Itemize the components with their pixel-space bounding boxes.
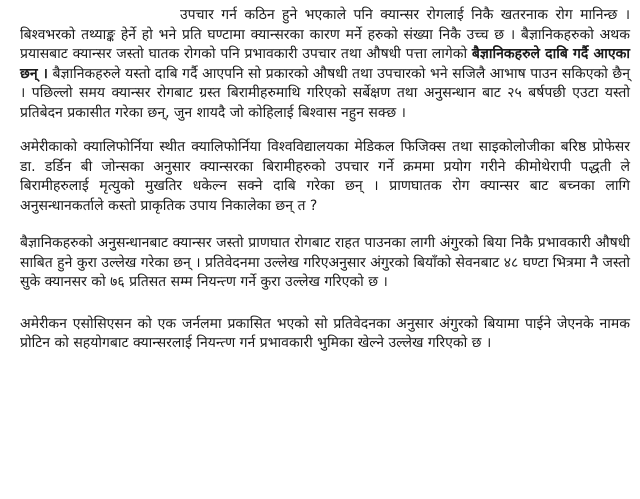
- paragraph-intro-bold-claim: बैज्ञानिकहरुले दाबि गर्दै आएका छन् ।: [20, 46, 630, 82]
- paragraph-journal-report: अमेरीकन एसोसिएसन को एक जर्नलमा प्रकासित भएको सो प्रतिवेदनका अनुसार अंगुरको बियामा पाईने जेएनके नामक प्रोटिन को सहयोगबाट क्यान्सरलाई नियन्त्ण गर्न प्रभावकारी भुमिका खेल्ने उल्लेख गरिएको छ ।: [20, 315, 630, 351]
- paragraph-intro: [20, 6, 630, 123]
- paragraph-professor-claim: अमेरीकाको क्यालिफोर्निया स्थीत क्यालिफोर्निया विश्वविद्यालयका मेडिकल फिजिक्स तथा साइकोलोजीका बरिष्ठ प्रोफेसर डा. डर्डिन बी जोन्सका अनुसार क्यान्सरका बिरामीहरुको उपचार गर्ने क्रममा प्रयोग गरीने कीमोथेरापी पद्धती ले बिरामीहरुलाई मृत्युको मुखतिर धकेल्न सक्ने दाबि गरेका छन् । प्राणघातक रोग क्यान्सर बाट बच्नका लागि अनुसन्धानकर्ताले कस्तो प्राकृतिक उपाय निकालेका छन् त ?: [20, 139, 630, 214]
- paragraph-intro-lead: उपचार गर्न कठिन हुने भएकाले पनि क्यान्सर रोगलाई निकै खतरनाक रोग मानिन्छ । बिश्वभरको तथ्याङ्क हेर्ने हो भने प्रति घण्टामा क्यान्सरका कारण मर्ने हरुको संख्या निकै उच्च छ । बैज्ञानिकहरुको अथक प्रयासबाट क्यान्सर जस्तो घातक रोगको पनि प्रभावकारी उपचार तथा औषधी पत्ता लागेको: [20, 7, 630, 62]
- paragraph-grape-seed-research: बैज्ञानिकहरुको अनुसन्धानबाट क्यान्सर जस्तो प्राणघात रोगबाट राहत पाउनका लागी अंगुरको बिया निकै प्रभावकारी औषधी साबित हुने कुरा उल्लेख गरेका छन् । प्रतिवेदनमा उल्लेख गरिएअनुसार अंगुरको बियाँको सेवनबाट ४८ घण्टा भित्रमा नै जस्तो सुके क्यानसर को ७६ प्रतिसत सम्म नियन्त्ण गर्ने कुरा उल्लेख गरिएको छ ।: [20, 235, 630, 290]
- paragraph-intro-tail: बैज्ञानिकहरुले यस्तो दाबि गर्दै आएपनि सो प्रकारको औषधी तथा उपचारको भने सजिलै आभाष पाउन सकिएको छैन् । पछिल्लो समय क्यान्सर रोगबाट ग्रस्त बिरामीहरुमाथि गरिएको सर्बेक्षण तथा अनुसन्धान बाट २५ बर्षपछी एउटा यस्तो प्रतिबेदन प्रकासीत गरेका छन्, जुन शायदै जो कोहिलाई बिश्वास नहुन सक्छ ।: [20, 65, 631, 121]
